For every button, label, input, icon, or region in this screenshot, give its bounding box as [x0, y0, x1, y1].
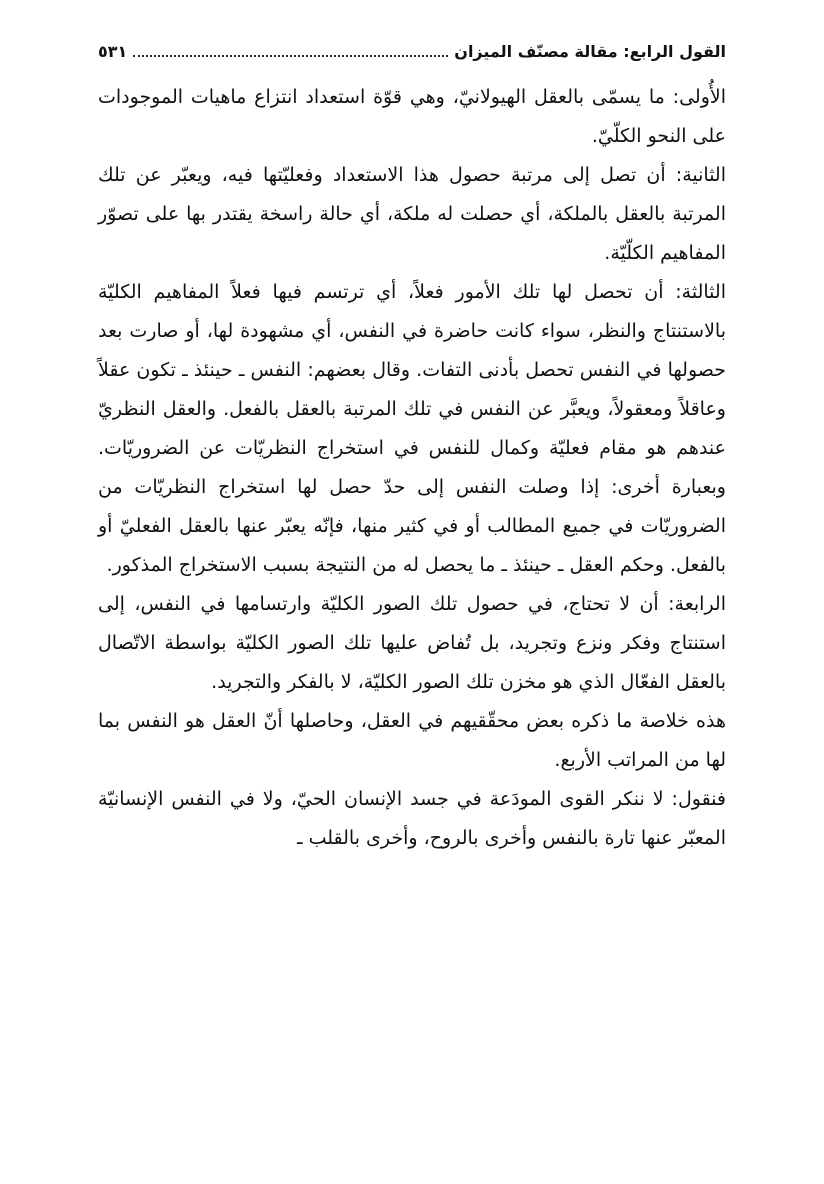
paragraph-first-degree: الأُولى: ما يسمّى بالعقل الهيولانيّ، وهي قوّة استعداد انتزاع ماهيات الموجودات على النحو الكلّيّ. [98, 86, 726, 147]
dot-leader [133, 45, 448, 57]
running-header [98, 36, 726, 66]
paragraph-response: فنقول: لا ننكر القوى المودَعة في جسد الإنسان الحيّ، ولا في النفس الإنسانيّة المعبّر عنها تارة بالنفس وأخرى بالروح، وأخرى بالقلب ـ [98, 788, 726, 849]
paragraph-fourth-degree: الرابعة: أن لا تحتاج، في حصول تلك الصور الكليّة وارتسامها في النفس، إلى استنتاج وفكر ونزع وتجريد، بل تُفاض عليها تلك الصور الكليّة بواسطة الاتّصال بالعقل الفعّال الذي هو مخزن تلك الصور الكليّة، لا بالفكر والتجريد. [98, 593, 726, 693]
chapter-title: القول الرابع: مقالة مصنّف الميزان [454, 41, 726, 61]
body-text [98, 78, 726, 858]
paragraph-second-degree: الثانية: أن تصل إلى مرتبة حصول هذا الاستعداد وفعليّتها فيه، ويعبّر عن تلك المرتبة بالعقل بالملكة، أي حصلت له ملكة، أي حالة راسخة يقتدر بها على تصوّر المفاهيم الكلّيّة. [98, 164, 726, 264]
page-number: ٥٣١ [98, 41, 128, 61]
paragraph-third-degree: الثالثة: أن تحصل لها تلك الأمور فعلاً، أي ترتسم فيها فعلاً المفاهيم الكليّة بالاستنتاج والنظر، سواء كانت حاضرة في النفس، أي مشهودة لها، أو صارت بعد حصولها في النفس تحصل بأدنى التفات. وقال بعضهم: النفس ـ حينئذ ـ تكون عقلاً وعاقلاً ومعقولاً، ويعبَّر عن النفس في تلك المرتبة بالعقل بالفعل. والعقل النظريّ عندهم هو مقام فعليّة وكمال للنفس في استخراج النظريّات عن الضروريّات. وبعبارة أخرى: إذا وصلت النفس إلى حدّ حصل لها استخراج النظريّات من الضروريّات في جميع المطالب أو في كثير منها، فإنّه يعبّر عنها بالعقل الفعليّ أو بالفعل. وحكم العقل ـ حينئذ ـ ما يحصل له من النتيجة بسبب الاستخراج المذكور. [98, 281, 726, 576]
paragraph-summary: هذه خلاصة ما ذكره بعض محقّقيهم في العقل، وحاصلها أنّ العقل هو النفس بما لها من المراتب الأربع. [98, 710, 726, 771]
